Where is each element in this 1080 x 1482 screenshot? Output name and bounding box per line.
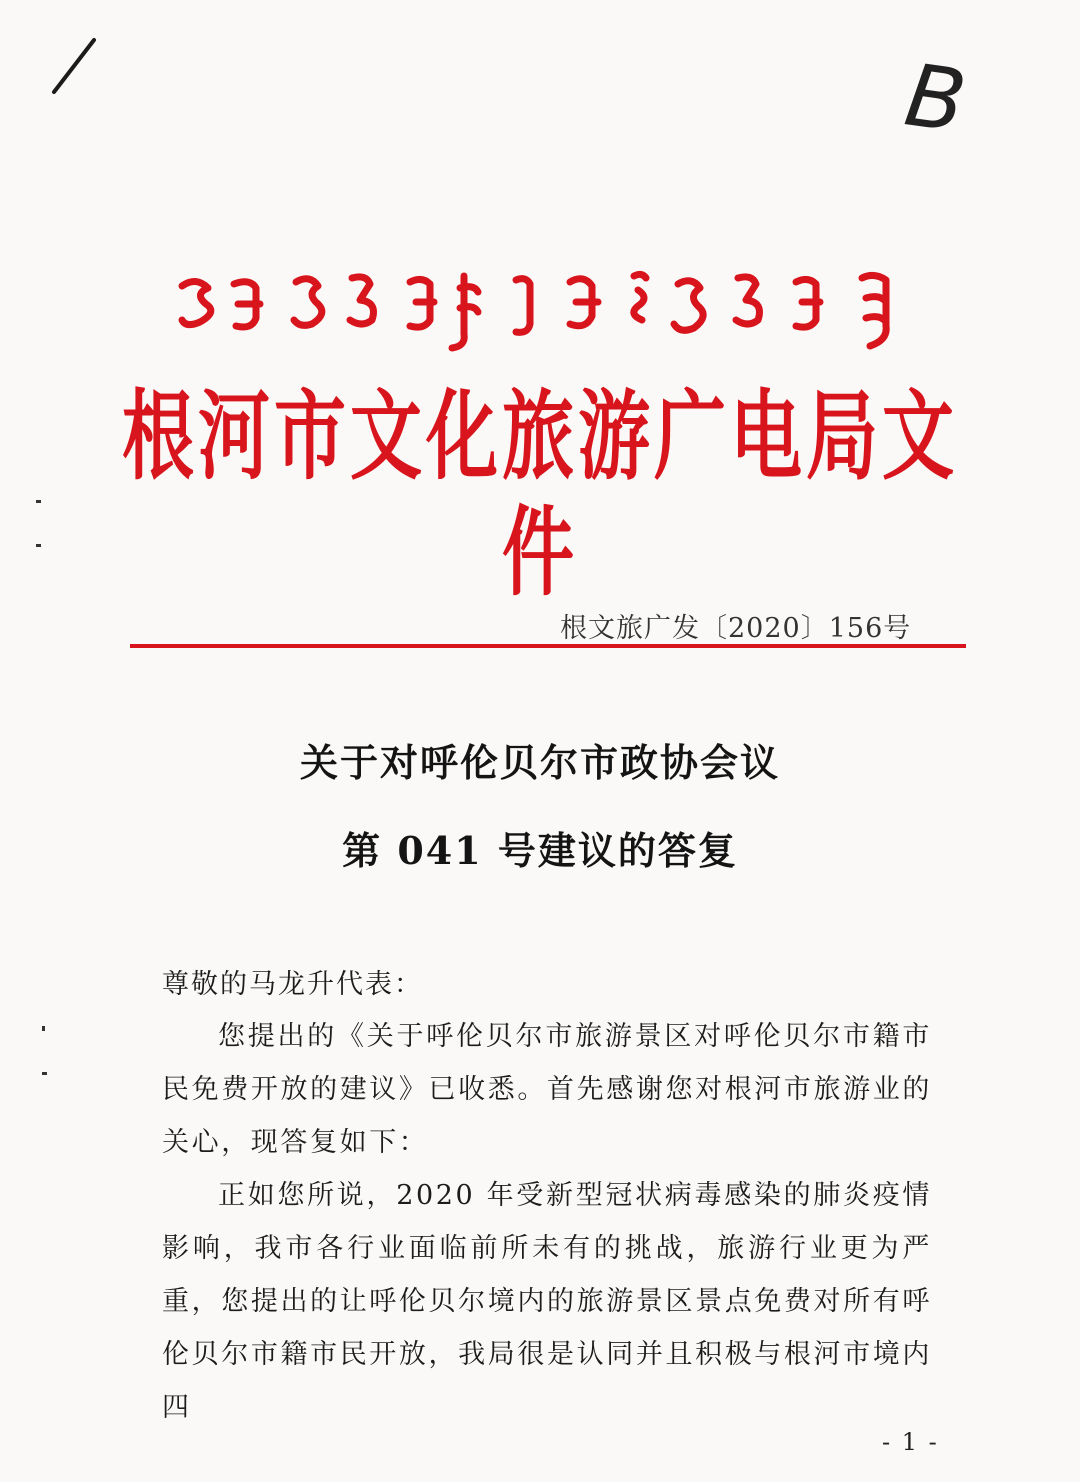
scan-speck (42, 1072, 47, 1075)
page-number: - 1 - (882, 1428, 939, 1456)
subject-title-line-2: 第 041 号建议的答复 (342, 828, 738, 873)
scan-speck (42, 1026, 45, 1031)
body-paragraph: 正如您所说，2020 年受新型冠状病毒感染的肺炎疫情影响，我市各行业面临前所未有的挑战，旅游行业更为严重，您提出的让呼伦贝尔境内的旅游景区景点免费对所有呼伦贝尔市籍市民开放，我局很是认同并且积极与根河市境内四 (162, 1180, 932, 1423)
mongolian-script-header (172, 262, 922, 358)
body-paragraph: 您提出的《关于呼伦贝尔市旅游景区对呼伦贝尔市籍市民免费开放的建议》已收悉。首先感谢您对根河市旅游业的关心，现答复如下： (162, 1021, 932, 1158)
letter-body (162, 1010, 932, 1434)
handwritten-letter-mark: B (899, 45, 972, 153)
document-issuer-title: 根河市文化旅游广电局文件 (121, 379, 958, 610)
scan-speck (36, 544, 41, 547)
salutation: 尊敬的马龙升代表： (162, 969, 423, 1000)
document-number: 根文旅广发〔2020〕156号 (560, 613, 912, 644)
scan-speck (36, 500, 41, 503)
subject-title-line-1: 关于对呼伦贝尔市政协会议 (299, 740, 780, 785)
handwritten-slash-mark (48, 36, 100, 96)
red-divider-line (130, 644, 966, 648)
